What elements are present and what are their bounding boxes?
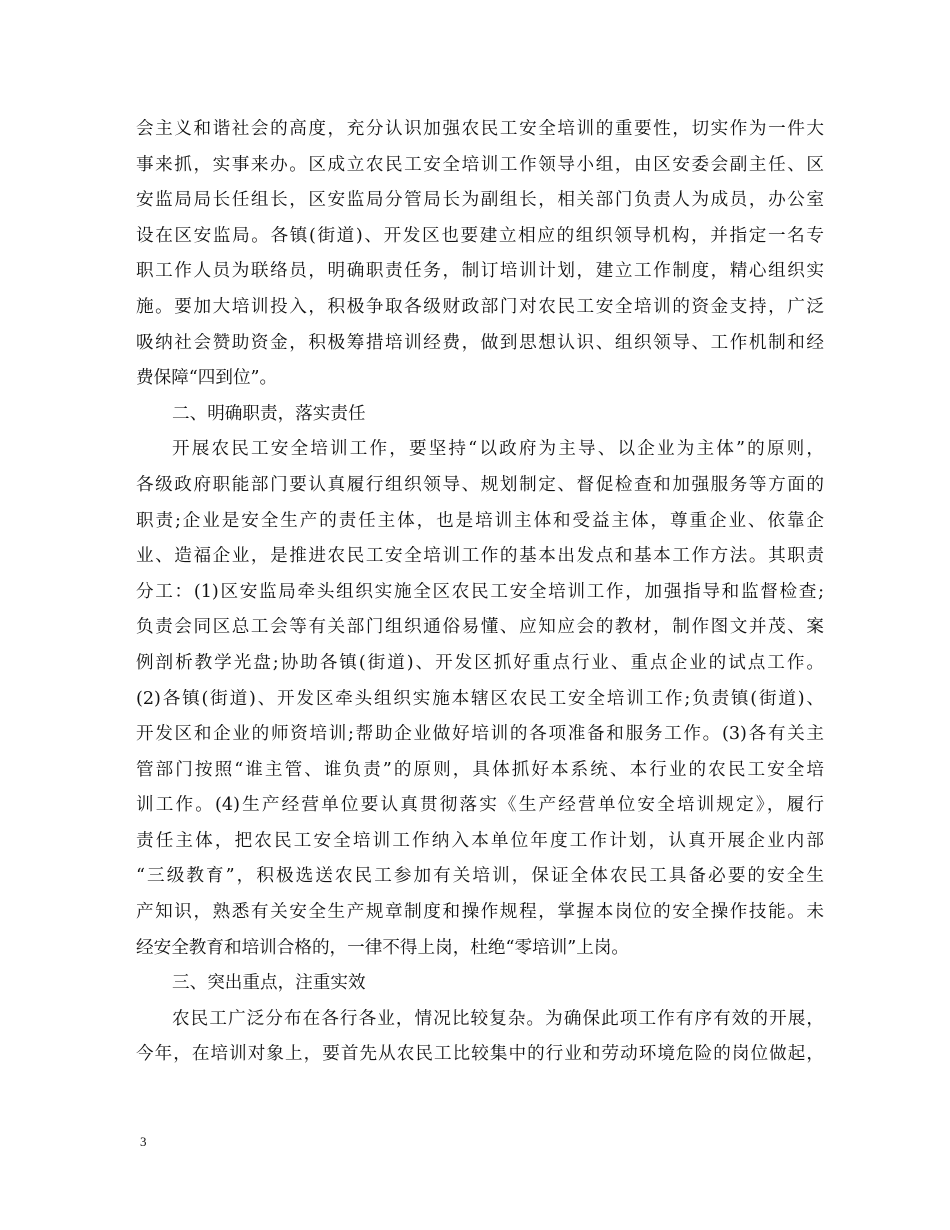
paragraph-line: 管部门按照“谁主管、谁负责”的原则，具体抓好本系统、本行业的农民工安全培 [136, 759, 824, 780]
page-number: 3 [140, 1134, 147, 1149]
paragraph-line: 今年，在培训对象上，要首先从农民工比较集中的行业和劳动环境危险的岗位做起， [136, 1044, 824, 1065]
paragraph-line: 分工：(1)区安监局牵头组织实施全区农民工安全培训工作，加强指导和监督检查; [136, 581, 824, 602]
paragraph-line: 设在区安监局。各镇(街道)、开发区也要建立相应的组织领导机构，并指定一名专 [136, 225, 824, 246]
paragraph-line: 产知识，熟悉有关安全生产规章制度和操作规程，掌握本岗位的安全操作技能。未 [136, 902, 824, 923]
paragraph-line: 费保障“四到位”。 [136, 368, 278, 389]
paragraph-line: 开展农民工安全培训工作，要坚持“以政府为主导、以企业为主体”的原则， [172, 439, 824, 460]
paragraph-line: 训工作。(4)生产经营单位要认真贯彻落实《生产经营单位安全培训规定》，履行 [136, 795, 824, 816]
document-body [136, 112, 824, 1073]
paragraph-line: 安监局局长任组长，区安监局分管局长为副组长，相关部门负责人为成员，办公室 [136, 190, 824, 211]
paragraph-line: 各级政府职能部门要认真履行组织领导、规划制定、督促检查和加强服务等方面的 [136, 474, 824, 495]
paragraph-line: 负责会同区总工会等有关部门组织通俗易懂、应知应会的教材，制作图文并茂、案 [136, 617, 824, 638]
paragraph-line: 业、造福企业，是推进农民工安全培训工作的基本出发点和基本工作方法。其职责 [136, 546, 824, 567]
paragraph-line: 会主义和谐社会的高度，充分认识加强农民工安全培训的重要性，切实作为一件大 [136, 119, 824, 139]
section-heading: 三、突出重点，注重实效 [172, 973, 366, 994]
paragraph-line: “三级教育”，积极选送农民工参加有关培训，保证全体农民工具备必要的安全生 [136, 866, 824, 887]
paragraph-line: 例剖析教学光盘;协助各镇(街道)、开发区抓好重点行业、重点企业的试点工作。 [136, 652, 824, 673]
section-heading: 二、明确职责，落实责任 [172, 403, 366, 424]
paragraph-line: 责任主体，把农民工安全培训工作纳入本单位年度工作计划，认真开展企业内部 [136, 830, 824, 851]
paragraph-line: 开发区和企业的师资培训;帮助企业做好培训的各项准备和服务工作。(3)各有关主 [136, 724, 824, 745]
paragraph-line: 吸纳社会赞助资金，积极筹措培训经费，做到思想认识、组织领导、工作机制和经 [136, 332, 824, 353]
paragraph-line: 农民工广泛分布在各行各业，情况比较复杂。为确保此项工作有序有效的开展， [172, 1008, 824, 1029]
paragraph-line: 职工作人员为联络员，明确职责任务，制订培训计划，建立工作制度，精心组织实 [136, 261, 824, 282]
paragraph-line: (2)各镇(街道)、开发区牵头组织实施本辖区农民工安全培训工作;负责镇(街道)、 [136, 688, 824, 709]
paragraph-line: 施。要加大培训投入，积极争取各级财政部门对农民工安全培训的资金支持，广泛 [136, 296, 824, 317]
paragraph-line: 经安全教育和培训合格的，一律不得上岗，杜绝“零培训”上岗。 [136, 937, 630, 958]
paragraph-line: 事来抓，实事来办。区成立农民工安全培训工作领导小组，由区安委会副主任、区 [136, 154, 824, 175]
paragraph-line: 职责;企业是安全生产的责任主体，也是培训主体和受益主体，尊重企业、依靠企 [136, 510, 824, 531]
